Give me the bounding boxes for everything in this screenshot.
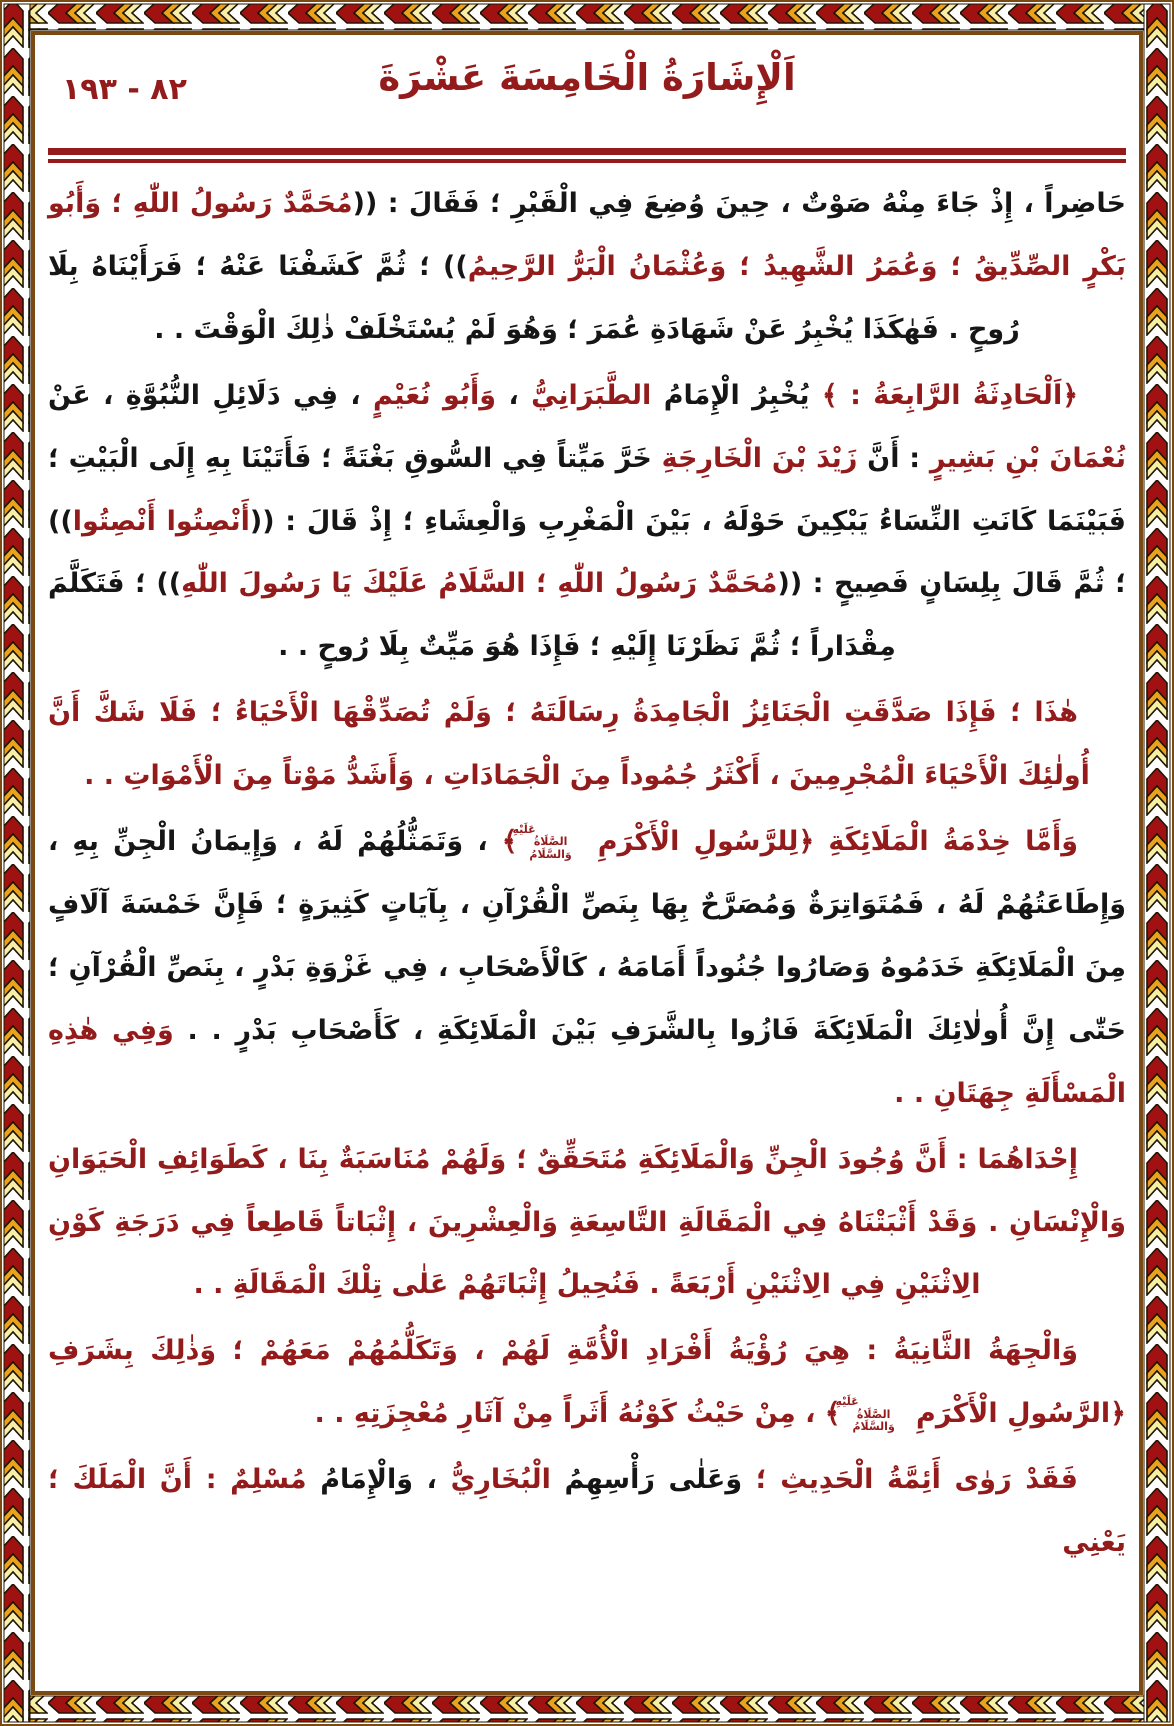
text-run: فَقَدْ رَوٰى أَئِمَّةُ الْحَدِيثِ ؛ xyxy=(742,1464,1078,1496)
text-run: وَأَبُو نُعَيْمٍ xyxy=(373,379,497,411)
text-run: ﴾ xyxy=(501,826,518,858)
text-run: زَيْدَ بْنَ الْخَارِجَةِ xyxy=(661,442,858,474)
paragraph xyxy=(48,682,1126,808)
text-run: وَأَمَّا خِدْمَةُ الْمَلَائِكَةِ ﴿لِلرَّسُولِ الْأَكْرَمِ xyxy=(583,826,1079,858)
text-run: الْبُخَارِيُّ xyxy=(450,1464,551,1496)
text-run: ﴾ ، مِنْ حَيْثُ كَوْنُهُ أَثَراً مِنْ آثَارِ مُعْجِزَتِهِ . . xyxy=(314,1398,841,1430)
text-run: مُسْلِمٌ : أَنَّ الْمَلَكَ ؛ يَعْنِي xyxy=(48,1464,1126,1559)
header-rule-thick xyxy=(48,148,1126,155)
text-run: خَرَّ مَيِّتاً فِي السُّوقِ بَغْتَةً ؛ فَأَتَيْنَا بِهِ إِلَى الْبَيْتِ ؛ فَبَيْنَمَا كَانَتِ النِّسَاءُ يَبْكِينَ حَوْلَهُ ، بَيْنَ الْمَغْرِبِ وَالْعِشَاءِ ؛ إِذْ قَالَ : (( xyxy=(48,442,1126,537)
text-run: الطَّبَرَانِيُّ xyxy=(531,379,652,411)
text-run: مُحَمَّدٌ رَسُولُ اللّٰهِ ؛ السَّلَامُ عَلَيْكَ يَا رَسُولَ اللّٰهِ xyxy=(181,568,778,600)
paragraph xyxy=(48,1320,1126,1446)
text-run: ، xyxy=(496,379,532,411)
text-run: يُخْبِرُ الْإِمَامُ xyxy=(651,379,810,411)
paragraph xyxy=(48,1449,1126,1575)
header-rule-thin xyxy=(48,159,1126,163)
text-run: )) ؛ ثُمَّ كَشَفْنَا عَنْهُ ؛ فَرَأَيْنَاهُ بِلَا رُوحٍ . فَهٰكَذَا يُخْبِرُ عَنْ شَهَادَةِ عُمَرَ ؛ وَهُوَ لَمْ يُسْتَخْلَفْ ذٰلِكَ الْوَقْتَ . . xyxy=(48,250,1020,345)
text-run: نُعْمَانَ بْنِ بَشِيرٍ xyxy=(929,442,1127,474)
paragraph xyxy=(48,811,1126,1126)
text-run: ، فِي دَلَائِلِ النُّبُوَّةِ ، عَنْ xyxy=(48,379,374,411)
text-run: )) ؛ فَتَكَلَّمَ مِقْدَاراً ؛ ثُمَّ نَظَرْنَا إِلَيْهِ ؛ فَإِذَا هُوَ مَيِّتٌ بِلَا رُوحٍ . . xyxy=(48,568,896,663)
text-run: )) ؛ ثُمَّ قَالَ بِلِسَانٍ فَصِيحٍ : (( xyxy=(48,505,1127,600)
text-run: مُحَمَّدٌ رَسُولُ اللّٰهِ ؛ وَأَبُو بَكْرٍ الصِّدِّيقُ ؛ وَعُمَرُ الشَّهِيدُ ؛ وَعُثْمَانُ الْبَرُّ الرَّحِيمُ xyxy=(48,188,1126,282)
paragraph xyxy=(48,173,1126,362)
pbuh-calligraphy-mark: عَلَيْهِ الصَّلَاةُ وَالسَّلَامُ xyxy=(835,1394,895,1434)
page-title: اَلْإِشَارَةُ الْخَامِسَةَ عَشْرَةَ xyxy=(378,56,796,99)
text-run: هٰذَا ؛ فَإِذَا صَدَّقَتِ الْجَنَائِزُ الْجَامِدَةُ رِسَالَتَهُ ؛ وَلَمْ تُصَدِّقْهَا الْأَحْيَاءُ ؛ فَلَا شَكَّ أَنَّ أُولٰئِكَ الْأَحْيَاءَ الْمُجْرِمِينَ ، أَكْثَرُ جُمُوداً مِنَ الْجَمَادَاتِ ، وَأَشَدُّ مَوْتاً مِنَ الْأَمْوَاتِ . . xyxy=(48,697,1090,792)
page-number: ٨٢ - ١٩٣ xyxy=(62,72,187,107)
header-rule xyxy=(48,148,1126,163)
text-run: وَعَلٰى رَأْسِهِمُ xyxy=(550,1464,743,1496)
pbuh-calligraphy-mark: عَلَيْهِ الصَّلَاةُ وَالسَّلَامُ xyxy=(512,822,572,862)
page-header xyxy=(48,42,1126,142)
body-text xyxy=(48,173,1126,1575)
text-run: حَاضِراً ، إِذْ جَاءَ مِنْهُ صَوْتٌ ، حِينَ وُضِعَ فِي الْقَبْرِ ؛ فَقَالَ : (( xyxy=(352,188,1126,219)
text-run: ، وَالْإِمَامُ xyxy=(306,1464,451,1496)
text-run: وَالْجِهَةُ الثَّانِيَةُ : هِيَ رُؤْيَةُ أَفْرَادِ الْأُمَّةِ لَهُمْ ، وَتَكَلُّمُهُمْ مَعَهُمْ ؛ وَذٰلِكَ بِشَرَفِ ﴿الرَّسُولِ الْأَكْرَمِ xyxy=(48,1335,1126,1430)
text-run: ﴿اَلْحَادِثَةُ الرَّابِعَةُ : ﴾ xyxy=(809,379,1079,411)
text-run: ، وَتَمَثُّلُهُمْ لَهُ ، وَإِيمَانُ الْجِنِّ بِهِ ، وَإِطَاعَتُهُمْ لَهُ ، فَمُتَوَاتِرَةٌ وَمُصَرَّحٌ بِهَا بِنَصِّ الْقُرْآنِ ، بِآيَاتٍ كَثِيرَةٍ ؛ فَإِنَّ خَمْسَةَ آلَافٍ مِنَ الْمَلَائِكَةِ خَدَمُوهُ وَصَارُوا جُنُوداً أَمَامَهُ ، كَالْأَصْحَابِ ، فِي غَزْوَةِ بَدْرٍ ، بِنَصِّ الْقُرْآنِ ؛ حَتّٰى إِنَّ أُولٰائِكَ الْمَلَائِكَةَ فَازُوا بِالشَّرَفِ بَيْنَ الْمَلَائِكَةِ ، كَأَصْحَابِ بَدْرٍ . . xyxy=(48,826,1126,1046)
text-run: : أَنَّ xyxy=(857,442,930,474)
paragraph xyxy=(48,365,1126,680)
text-run: إِحْدَاهُمَا : أَنَّ وُجُودَ الْجِنِّ وَالْمَلَائِكَةِ مُتَحَقِّقٌ ؛ وَلَهُمْ مُنَاسَبَةٌ بِنَا ، كَطَوَائِفِ الْحَيَوَانِ وَالْإِنْسَانِ . وَقَدْ أَثْبَتْنَاهُ فِي الْمَقَالَةِ التَّاسِعَةِ وَالْعِشْرِينَ ، إِثْبَاتاً قَاطِعاً فِي دَرَجَةِ كَوْنِ الِاثْنَيْنِ فِي الِاثْنَيْنِ أَرْبَعَةً . فَنُحِيلُ إِثْبَاتَهُمْ عَلٰى تِلْكَ الْمَقَالَةِ . . xyxy=(48,1143,1126,1301)
paragraph xyxy=(48,1129,1126,1318)
text-run: أَنْصِتُوا أَنْصِتُوا xyxy=(72,505,250,537)
text-run: وَفِي هٰذِهِ الْمَسْأَلَةِ جِهَتَانِ . . xyxy=(48,1014,1126,1109)
page-content xyxy=(48,42,1126,1686)
